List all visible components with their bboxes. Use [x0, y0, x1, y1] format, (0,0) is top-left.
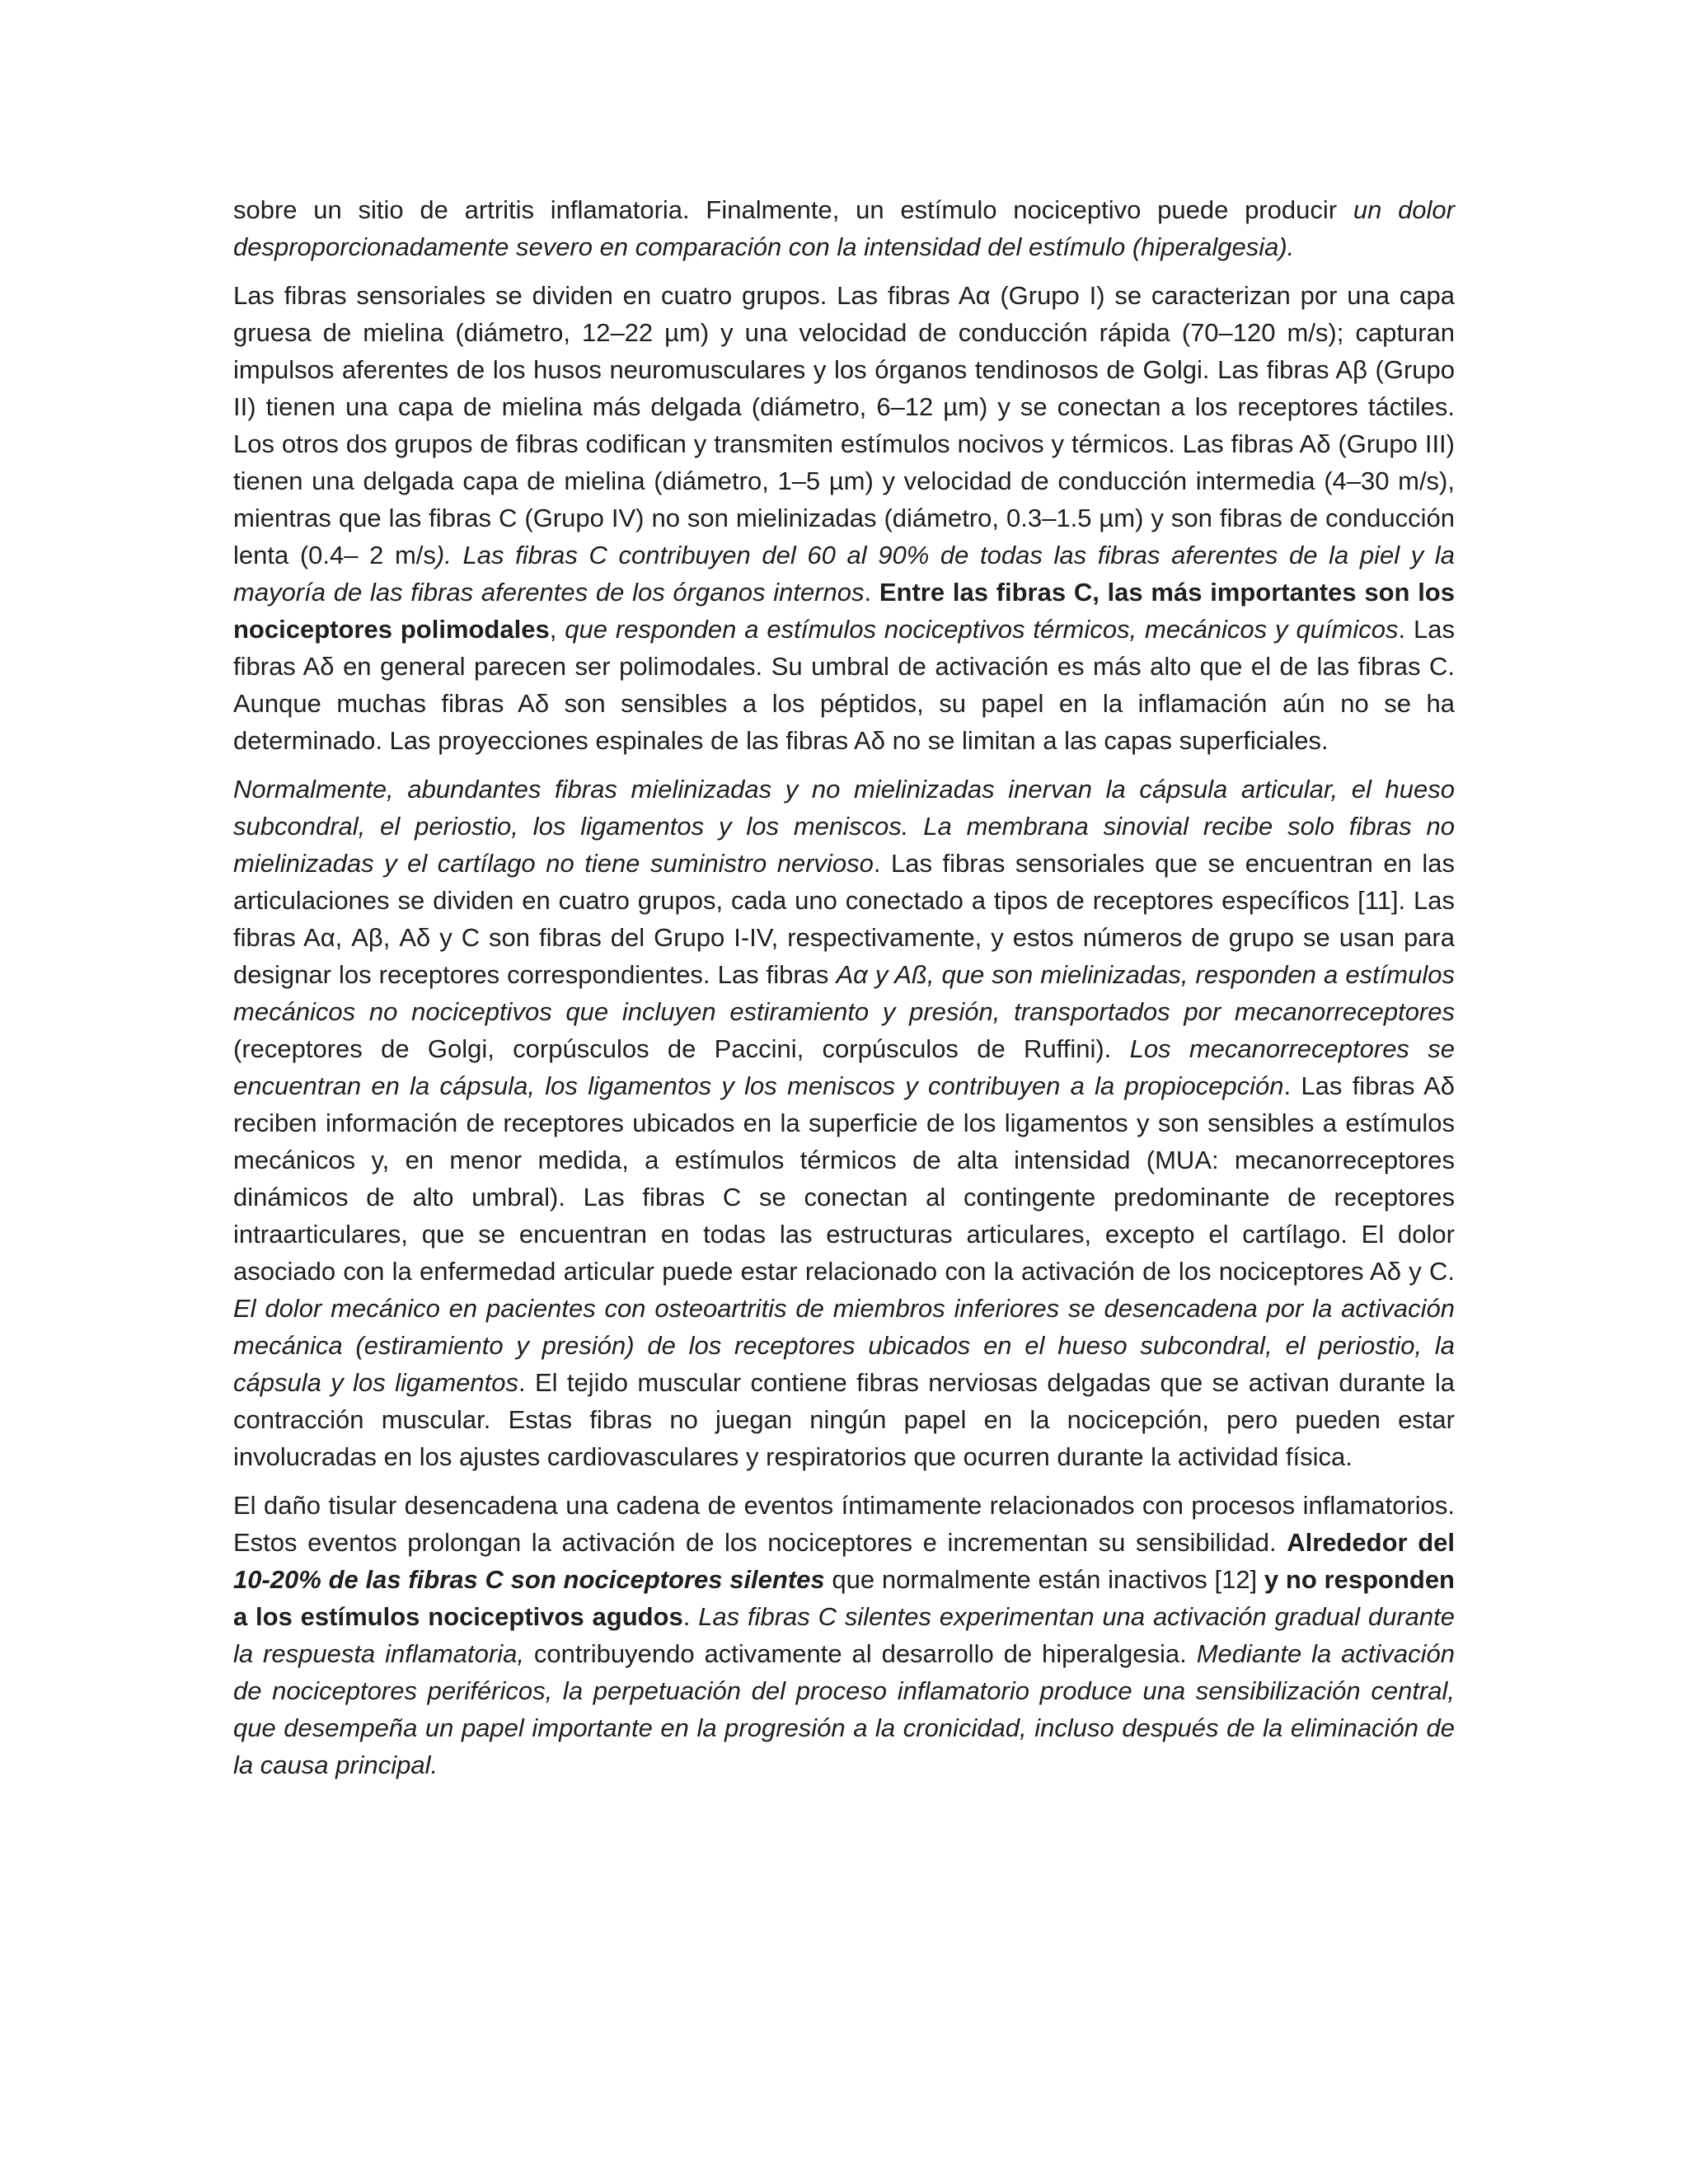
paragraph: [233, 771, 1455, 1475]
text-run: Los mecanorreceptores se encuentran en la cápsula, los ligamentos y los meniscos y contribuyen a la propiocepción: [233, 1034, 1455, 1100]
text-run: Normalmente, abundantes fibras mielinizadas y no mielinizadas inervan la cápsula articular, el hueso subcondral, el periostio, los ligamentos y los meniscos. La membrana sinovial recibe solo fibras no mielinizadas y el cartílago no tiene suministro nervioso: [233, 775, 1455, 878]
text-run: .: [864, 578, 879, 607]
text-run: Mediante la activación de nociceptores periféricos, la perpetuación del proceso inflamatorio produce una sensibilización central, que desempeña un papel importante en la progresión a la cronicidad, incluso después de la eliminación de la causa principal.: [233, 1639, 1456, 1779]
text-run: . Las fibras Aδ reciben información de receptores ubicados en la superficie de los ligamentos y son sensibles a estímulos mecánicos y, en menor medida, a estímulos térmicos de alta intensidad (MUA: mecanorreceptores dinámicos de alto umbral). Las fibras C se conectan al contingente predominante de receptores intraarticulares, que se encuentran en todas las estructuras articulares, excepto el cartílago. El dolor asociado con la enfermedad articular puede estar relacionado con la activación de los nociceptores Aδ y C.: [233, 1071, 1455, 1286]
text-run: Alrededor del: [1287, 1528, 1455, 1557]
text-run: y no responden a los estímulos nociceptivos agudos: [233, 1565, 1455, 1631]
text-run: un dolor desproporcionadamente severo en comparación con la intensidad del estímulo (hiperalgesia).: [233, 195, 1455, 261]
text-run: El daño tisular desencadena una cadena de eventos íntimamente relacionados con procesos inflamatorios. Estos eventos prolongan la activación de los nociceptores e incrementan su sensibilidad.: [233, 1491, 1455, 1557]
paragraph: [233, 191, 1455, 265]
text-run: 10-20% de las fibras C son nociceptores silentes: [233, 1565, 825, 1594]
text-run: ,: [549, 615, 565, 644]
text-run: Aα y Aß, que son mielinizadas, responden a estímulos mecánicos no nociceptivos que incluyen estiramiento y presión, transportados por mecanorreceptores: [233, 960, 1455, 1026]
text-run: El dolor mecánico en pacientes con osteoartritis de miembros inferiores se desencadena por la activación mecánica (estiramiento y presión) de los receptores ubicados en el hueso subcondral, el periostio, la cápsula y los ligamentos: [233, 1294, 1455, 1397]
document-body: [233, 191, 1455, 1795]
text-run: Las fibras C silentes experimentan una activación gradual durante la respuesta inflamatoria,: [233, 1602, 1455, 1668]
text-run: Las fibras sensoriales se dividen en cuatro grupos. Las fibras Aα (Grupo I) se caracterizan por una capa gruesa de mielina (diámetro, 12–22 µm) y una velocidad de conducción rápida (70–120 m/s); capturan impulsos aferentes de los husos neuromusculares y los órganos tendinosos de Golgi. Las fibras Aβ (Grupo II) tienen una capa de mielina más delgada (diámetro, 6–12 µm) y se conectan a los receptores táctiles. Los otros dos grupos de fibras codifican y transmiten estímulos nocivos y térmicos. Las fibras Aδ (Grupo III) tienen una delgada capa de mielina (diámetro, 1–5 µm) y velocidad de conducción intermedia (4–30 m/s), mientras que las fibras C (Grupo IV) no son mielinizadas (diámetro, 0.3–1.5 µm) y son fibras de conducción lenta (0.4– 2 m/s: [233, 281, 1455, 569]
text-run: . El tejido muscular contiene fibras nerviosas delgadas que se activan durante la contracción muscular. Estas fibras no juegan ningún papel en la nocicepción, pero pueden estar involucradas en los ajustes cardiovasculares y respiratorios que ocurren durante la actividad física.: [233, 1368, 1455, 1471]
text-run: ). Las fibras C contribuyen del 60 al 90% de todas las fibras aferentes de la piel y la mayoría de las fibras aferentes de los órganos internos: [233, 541, 1455, 607]
paragraph: [233, 1487, 1455, 1783]
text-run: (receptores de Golgi, corpúsculos de Paccini, corpúsculos de Ruffini).: [233, 1034, 1130, 1063]
text-run: que responden a estímulos nociceptivos térmicos, mecánicos y químicos: [565, 615, 1399, 644]
text-run: . Las fibras Aδ en general parecen ser polimodales. Su umbral de activación es más alto que el de las fibras C. Aunque muchas fibras Aδ son sensibles a los péptidos, su papel en la inflamación aún no se ha determinado. Las proyecciones espinales de las fibras Aδ no se limitan a las capas superficiales.: [233, 615, 1455, 755]
text-run: . Las fibras sensoriales que se encuentran en las articulaciones se dividen en cuatro grupos, cada uno conectado a tipos de receptores específicos [11]. Las fibras Aα, Aβ, Aδ y C son fibras del Grupo I-IV, respectivamente, y estos números de grupo se usan para designar los receptores correspondientes. Las fibras: [233, 849, 1455, 989]
paragraph: [233, 277, 1455, 759]
text-run: contribuyendo activamente al desarrollo de hiperalgesia.: [523, 1639, 1197, 1668]
text-run: que normalmente están inactivos [12]: [824, 1565, 1264, 1594]
text-run: .: [682, 1602, 699, 1631]
text-run: Entre las fibras C, las más importantes son los nociceptores polimodales: [233, 578, 1455, 644]
text-run: sobre un sitio de artritis inflamatoria. Finalmente, un estímulo nociceptivo puede producir: [233, 195, 1353, 224]
